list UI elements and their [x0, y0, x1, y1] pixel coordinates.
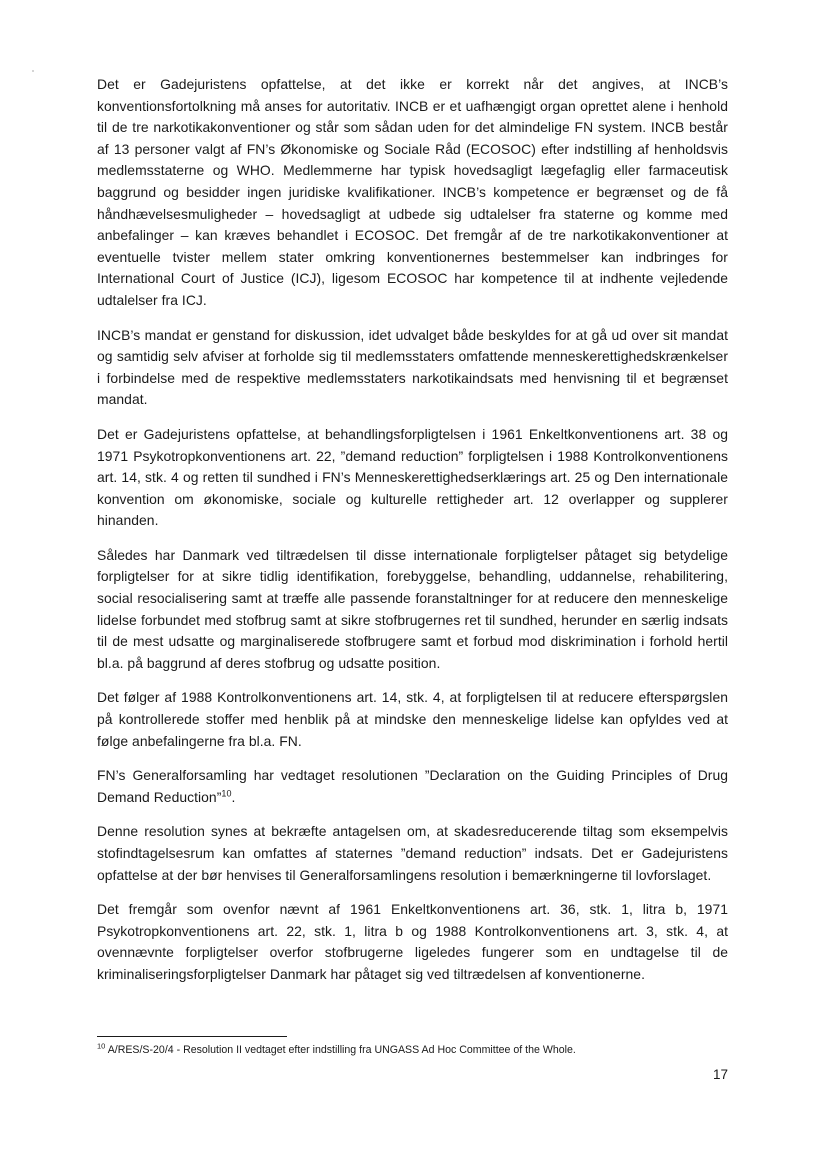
paragraph-incb-mandate: INCB’s mandat er genstand for diskussion, idet udvalget både beskyldes for at gå ud over sit mandat og samtidig selv afviser at forholde sig til medlemsstaters omfattende menneskerettighedskrænkelser i forbindelse med de respektive medlemsstaters narkotikaindsats med henvisning til et begrænset mandat. — [97, 326, 728, 408]
footnote-number: 10 — [97, 1041, 106, 1051]
paragraph-resolution: Denne resolution synes at bekræfte antagelsen om, at skadesreducerende tiltag som eksempelvis stofindtagelsesrum kan omfattes af staternes ”demand reduction” indsats. Det er Gadejuristens opfattelse at der bør henvises til Generalforsamlingens resolution i bemærkningerne til lovforslaget. — [97, 823, 728, 883]
general-assembly-text: FN’s Generalforsamling har vedtaget resolutionen ”Declaration on the Guiding Principles of Drug Demand Reduction” — [97, 767, 728, 805]
footnote-separator — [97, 1036, 287, 1037]
paragraph-criminalisation-exception: Det fremgår som ovenfor nævnt af 1961 Enkeltkonventionens art. 36, stk. 1, litra b, 1971 Psykotropkonventionens art. 22, stk. 1, litra b og 1988 Kontrolkonventionens art. 3, stk. 4, at ovennævnte forpligtelser overfor stofbrugerne ligeledes fungerer som en undtagelse til de kriminaliseringsforpligtelser Danmark har påtaget sig ved tiltrædelsen af konventionerne. — [97, 901, 728, 982]
footnote-reference: 10 — [221, 788, 232, 799]
scan-speck — [32, 70, 34, 72]
paragraph-incb-authority: Det er Gadejuristens opfattelse, at det ikke er korrekt når det angives, at INCB’s konventionsfortolkning må anses for autoritativ. INCB er et uafhængigt organ oprettet alene i henhold til de tre narkotikakonventioner og står som sådan uden for det almindelige FN system. INCB består af 13 personer valgt af FN’s Økonomiske og Sociale Råd (ECOSOC) efter indstilling af henholdsvis medlemsstaterne og WHO. Medlemmerne har typisk hovedsagligt lægefaglig eller farmaceutisk baggrund og besidder ingen juridiske kvalifikationer. INCB’s kompetence er begrænset og de få håndhævelsesmuligheder – hovedsagligt at udbede sig udtalelser fra staterne og komme med anbefalinger – kan kræves behandlet i ECOSOC. Det fremgår af de tre narkotikakonventioner at eventuelle tvister mellem stater omkring konventionernes bestemmelser kan indbringes for International Court of Justice (ICJ), ligesom ECOSOC har kompetence til at indhente vejledende udtalelser fra ICJ. — [97, 76, 728, 308]
footnote-text: A/RES/S-20/4 - Resolution II vedtaget efter indstilling fra UNGASS Ad Hoc Committee of the Whole. — [105, 1044, 576, 1056]
paragraph-treatment-obligation: Det er Gadejuristens opfattelse, at behandlingsforpligtelsen i 1961 Enkeltkonventionens art. 38 og 1971 Psykotropkonventionens art. 22, ”demand reduction” forpligtelsen i 1988 Kontrolkonventionens art. 14, stk. 4 og retten til sundhed i FN’s Menneskerettighedserklærings art. 25 og Den internationale konvention om økonomiske, sociale og kulturelle rettigheder art. 12 overlapper og supplerer hinanden. — [97, 425, 728, 529]
paragraph-general-assembly — [97, 765, 728, 808]
paragraph-denmark-obligations: Således har Danmark ved tiltrædelsen til disse internationale forpligtelser påtaget sig betydelige forpligtelser for at sikre tidlig identifikation, forebyggelse, behandling, uddannelse, rehabilitering, social resocialisering samt at træffe alle passende foranstaltninger for at reducere den menneskelige lidelse forbundet med stofbrug samt at sikre stofbrugernes ret til sundhed, herunder en særlig indsats til de mest udsatte og marginaliserede stofbrugere samt et forbud mod diskrimination i forhold hertil bl.a. på baggrund af deres stofbrug og udsatte position. — [97, 546, 728, 671]
general-assembly-period: . — [231, 788, 236, 805]
page-number: 17 — [712, 1067, 728, 1082]
paragraph-demand-reduction: Det følger af 1988 Kontrolkonventionens art. 14, stk. 4, at forpligtelsen til at reducere efterspørgslen på kontrollerede stoffer med henblik på at mindske den menneskelige lidelse kan opfyldes ved at følge anbefalingerne fra bl.a. FN. — [97, 689, 728, 749]
footnote — [97, 1043, 728, 1057]
body-text — [97, 74, 728, 999]
